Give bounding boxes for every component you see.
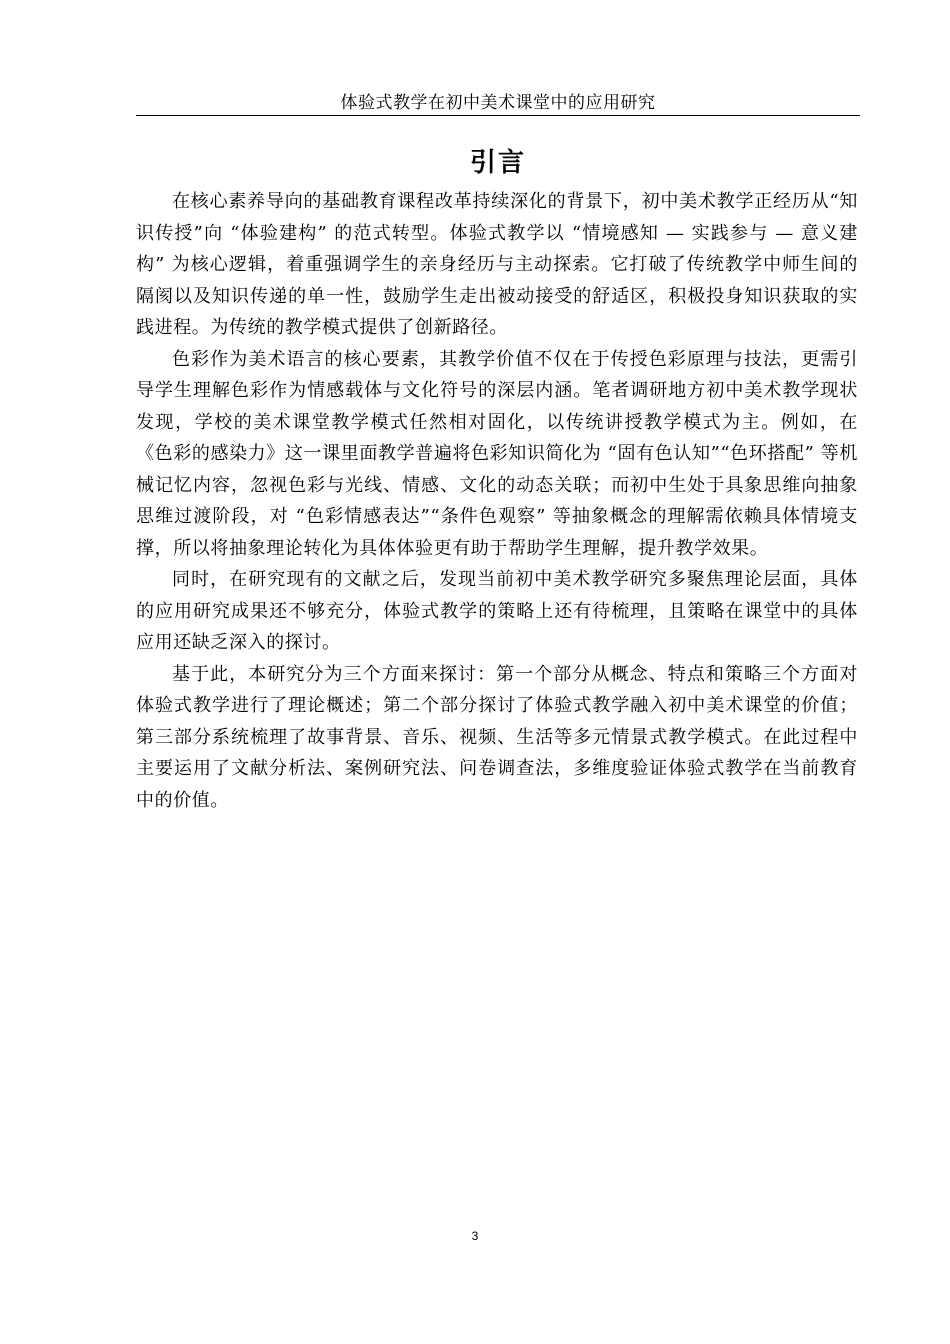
running-header-title: 体验式教学在初中美术课堂中的应用研究 (340, 93, 656, 113)
section-title: 引言 (469, 148, 526, 178)
header-divider (136, 115, 860, 116)
paragraph-2: 色彩作为美术语言的核心要素，其教学价值不仅在于传授色彩原理与技法，更需引导学生理解色彩作为情感载体与文化符号的深层内涵。笔者调研地方初中美术教学现状发现，学校的美术课堂教学模式任然相对固化，以传统讲授教学模式为主。例如，在《色彩的感染力》这一课里面教学普遍将色彩知识简化为 “固有色认知”“色环搭配” 等机械记忆内容，忽视色彩与光线、情感、文化的动态关联；而初中生处于具象思维向抽象思维过渡阶段，对 “色彩情感表达”“条件色观察” 等抽象概念的理解需依赖具体情境支撑，所以将抽象理论转化为具体体验更有助于帮助学生理解，提升教学效果。 (136, 348, 858, 559)
body-text (136, 186, 858, 816)
paragraph-1: 在核心素养导向的基础教育课程改革持续深化的背景下，初中美术教学正经历从“知识传授”向 “体验建构” 的范式转型。体验式教学以 “情境感知 — 实践参与 — 意义建构” 为核心逻辑，着重强调学生的亲身经历与主动探索。它打破了传统教学中师生间的隔阂以及知识传递的单一性，鼓励学生走出被动接受的舒适区，积极投身知识获取的实践进程。为传统的教学模式提供了创新路径。 (136, 191, 858, 338)
paragraph-4: 基于此，本研究分为三个方面来探讨：第一个部分从概念、特点和策略三个方面对体验式教学进行了理论概述；第二个部分探讨了体验式教学融入初中美术课堂的价值；第三部分系统梳理了故事背景、音乐、视频、生活等多元情景式教学模式。在此过程中主要运用了文献分析法、案例研究法、问卷调查法，多维度验证体验式教学在当前教育中的价值。 (136, 663, 858, 811)
paragraph-3: 同时，在研究现有的文献之后，发现当前初中美术教学研究多聚焦理论层面，具体的应用研究成果还不够充分，体验式教学的策略上还有待梳理，且策略在课堂中的具体应用还缺乏深入的探讨。 (136, 569, 858, 653)
page-number: 3 (471, 1229, 479, 1243)
